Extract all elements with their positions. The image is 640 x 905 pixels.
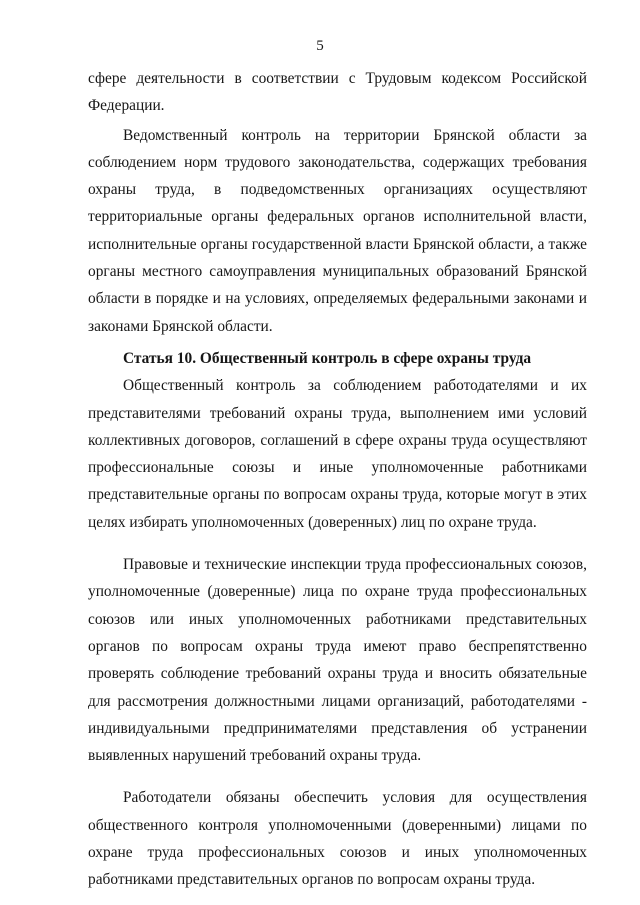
paragraph-employer-obligations: Работодатели обязаны обеспечить условия для осуществления общественного контроля уполномоченными (доверенными) лицами по охране труда профессиональных союзов и иных уполномоченных работниками представительных органов по вопросам охраны труда. [88, 789, 587, 889]
paragraph-labor-inspections: Правовые и технические инспекции труда профессиональных союзов, уполномоченные (доверенные) лица по охране труда профессиональных союзов или иных уполномоченных работниками представительных органов по вопросам охраны труда имеют право беспрепятственно проверять соблюдение требований охраны труда и вносить обязательные для рассмотрения должностными лицами организаций, работодателями - индивидуальными предпринимателями представления об устранении выявленных нарушений требований охраны труда. [88, 556, 587, 765]
paragraph-public-control: Общественный контроль за соблюдением работодателями и их представителями требований охраны труда, выполнением ими условий коллективных договоров, соглашений в сфере охраны труда осуществляют профессиональные союзы и иные уполномоченные работниками представительные органы по вопросам охраны труда, которые могут в этих целях избирать уполномоченных (доверенных) лиц по охране труда. [88, 377, 587, 531]
paragraph-departmental-control: Ведомственный контроль на территории Брянской области за соблюдением норм трудового законодательства, содержащих требования охраны труда, в подведомственных организациях осуществляют территориальные органы федеральных органов исполнительной власти, исполнительные органы государственной власти Брянской области, а также органы местного самоуправления муниципальных образований Брянской области в порядке и на условиях, определяемых федеральными законами и законами Брянской области. [88, 126, 587, 335]
paragraph-continuation: сфере деятельности в соответствии с Трудовым кодексом Российской Федерации. [88, 70, 587, 115]
article-10-heading: Статья 10. Общественный контроль в сфере охраны труда [123, 349, 532, 367]
document-body [88, 65, 587, 894]
page-number: 5 [316, 38, 324, 54]
